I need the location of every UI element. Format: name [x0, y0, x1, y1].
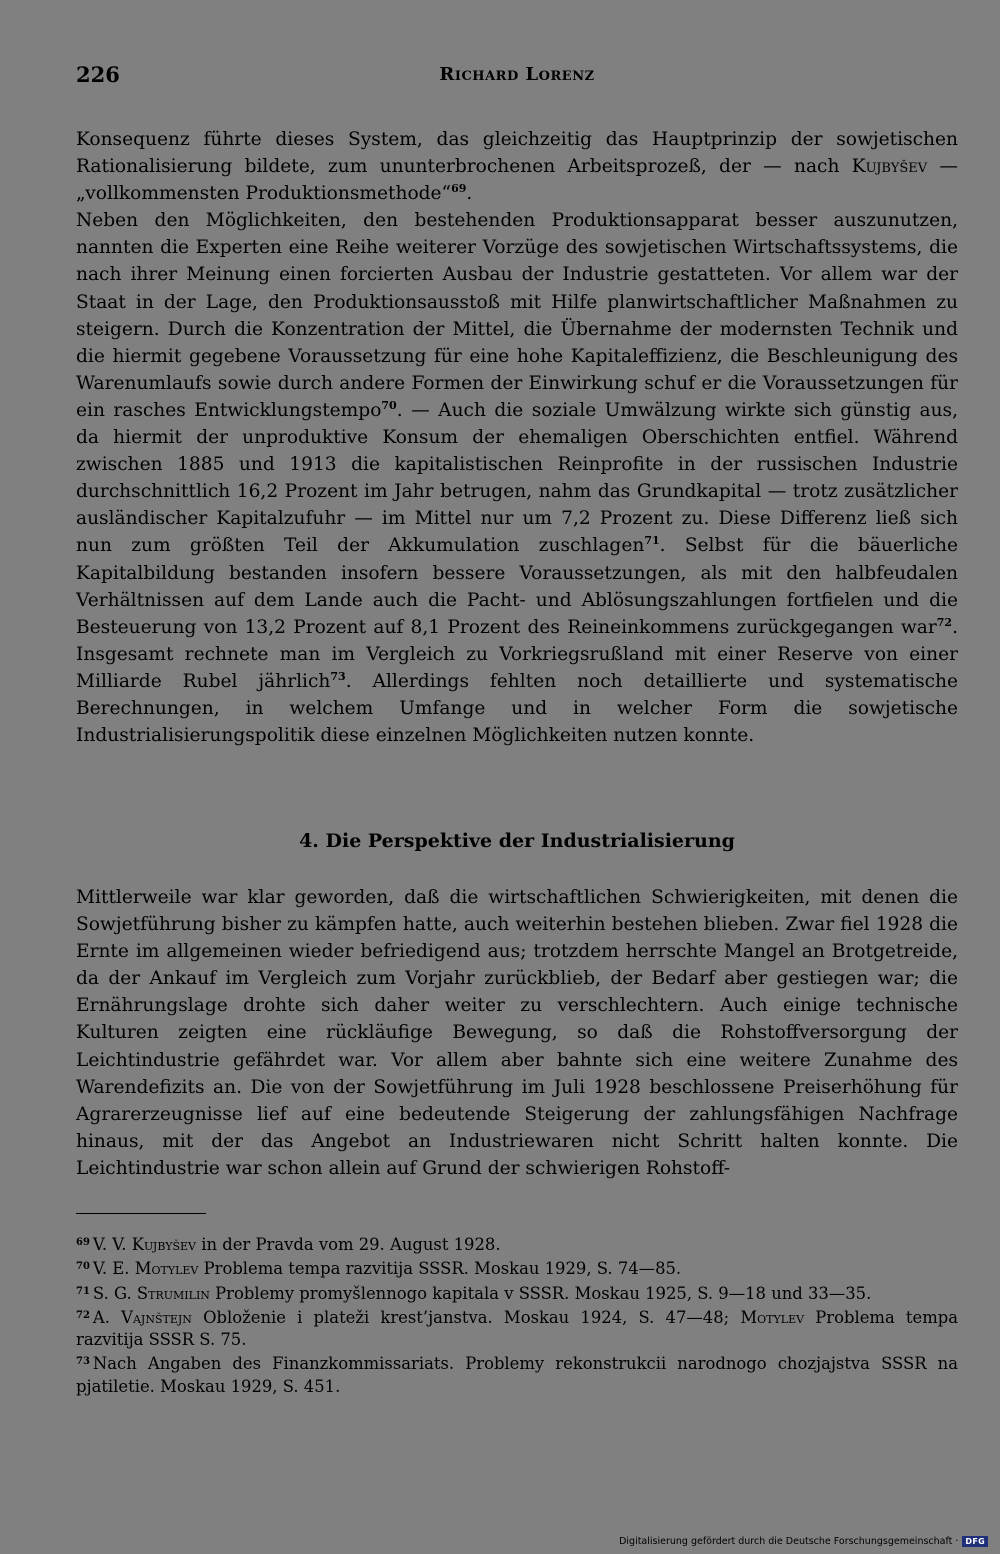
footnote-72: $^{72}$ A. Vajnštejn Obloženie i plateži krest’janstva. Moskau 1924, S. 47—48; Motylev Problema tempa razvitija SSSR S. 75. — [76, 1307, 958, 1350]
digitization-note — [619, 1536, 988, 1547]
paragraph-continuation: Konsequenz führte dieses System, das gleichzeitig das Hauptprinzip der sowjetischen Rationalisierung bildete, zum ununterbrochenen Arbeitsprozeß, der — nach Kujbyšev — „vollkommensten Produktionsmethode“$^{69}$. — [76, 129, 958, 205]
dfg-logo: DFG — [962, 1536, 988, 1547]
body-text-upper — [76, 126, 958, 749]
footnote-ref-71: 71 — [644, 534, 660, 548]
running-head — [76, 62, 958, 92]
footnote-70: $^{70}$ V. E. Motylev Problema tempa razvitija SSSR. Moskau 1929, S. 74—85. — [76, 1259, 682, 1279]
paragraph-advantages: Neben den Möglichkeiten, den bestehenden Produktionsapparat besser auszunutzen, nannten die Experten eine Reihe weiterer Vorzüge des sowjetischen Wirtschaftssystems, die nach ihrer Meinung einen forcierten Ausbau der Industrie gestatteten. Vor allem war der Staat in der Lage, den Produktionsausstoß mit Hilfe planwirtschaftlicher Maßnahmen zu steigern. Durch die Konzentration der Mittel, die Übernahme der modernsten Technik und die hiermit gegebene Voraussetzung für eine hohe Kapitaleffizienz, die Beschleunigung des Warenumlaufs sowie durch andere Formen der Einwirkung schuf er die Voraussetzungen für ein rasches Entwicklungstempo$^{70}$. — Auch die soziale Umwälzung wirkte sich günstig aus, da hiermit der unproduktive Konsum der ehemaligen Oberschichten entfiel. Während zwischen 1885 und 1913 die kapitalistischen Reinprofite in der russischen Industrie durchschnittlich 16,2 Prozent im Jahr betrugen, nahm das Grundkapital — trotz zusätzlicher ausländischer Kapitalzufuhr — im Mittel nur um 7,2 Prozent zu. Diese Differenz ließ sich nun zum größten Teil der Akkumulation zuschlagen$^{71}$. Selbst für die bäuerliche Kapitalbildung bestanden insofern bessere Voraussetzungen, als mit den halbfeudalen Verhältnissen auf dem Lande auch die Pacht- und Ablösungszahlungen fortfielen und die Besteuerung von 13,2 Prozent auf 8,1 Prozent des Reineinkommens zurückgegangen war$^{72}$. Insgesamt rechnete man im Vergleich zu Vorkriegsrußland mit einer Reserve von einer Milliarde Rubel jährlich$^{73}$. Allerdings fehlten noch detaillierte und systematische Berechnungen, in welchem Umfange und in welcher Form die sowjetische Industrialisierungspolitik diese einzelnen Möglichkeiten nutzen konnte. — [76, 210, 959, 747]
digitization-text: Digitalisierung gefördert durch die Deutsche Forschungsgemeinschaft · — [619, 1536, 959, 1547]
footnote-ref-69: 69 — [451, 182, 467, 196]
body-text-lower — [76, 884, 958, 1182]
page-number: 226 — [76, 62, 120, 87]
paragraph-perspective: Mittlerweile war klar geworden, daß die wirtschaftlichen Schwierigkeiten, mit denen die Sowjetführung bisher zu kämpfen hatte, auch weiterhin bestehen blieben. Zwar fiel 1928 die Ernte im allgemeinen wieder befriedigend aus; trotzdem herrschte Mangel an Brotgetreide, da der Ankauf im Vergleich zum Vorjahr zurückblieb, der Bedarf aber gestiegen war; die Ernährungslage drohte sich daher weiter zu verschlechtern. Auch einige technische Kulturen zeigten eine rückläufige Bewegung, so daß die Rohstoffversorgung der Leichtindustrie gefährdet war. Vor allem aber bahnte sich eine weitere Zunahme des Warendefizits an. Die von der Sowjetführung im Juli 1928 beschlossene Preiserhöhung für Agrarerzeugnisse lief auf eine bedeutende Steigerung der zahlungsfähigen Nachfrage hinaus, mit der das Angebot an Industriewaren nicht Schritt halten konnte. Die Leichtindustrie war schon allein auf Grund der schwierigen Rohstoff- — [76, 887, 958, 1179]
footnote-69: $^{69}$ V. V. Kujbyšev in der Pravda vom 29. August 1928. — [76, 1235, 501, 1254]
footnote-ref-72: 72 — [936, 615, 953, 629]
author-name: Kujbyšev — [851, 156, 928, 178]
section-heading: 4. Die Perspektive der Industrialisierung — [299, 830, 735, 852]
footnote-71: $^{71}$ S. G. Strumilin Problemy promyšlennogo kapitala v SSSR. Moskau 1925, S. 9—18 und 33—35. — [76, 1283, 872, 1303]
footnote-rule — [76, 1213, 206, 1214]
footnote-73: $^{73}$ Nach Angaben des Finanzkommissariats. Problemy rekonstrukcii narodnogo chozjajstva SSSR na pjatiletie. Moskau 1929, S. 451. — [76, 1354, 958, 1396]
footnotes — [76, 1232, 958, 1398]
footnote-ref-73: 73 — [330, 669, 346, 683]
running-title: Richard Lorenz — [439, 64, 595, 85]
footnote-ref-70: 70 — [381, 398, 397, 412]
